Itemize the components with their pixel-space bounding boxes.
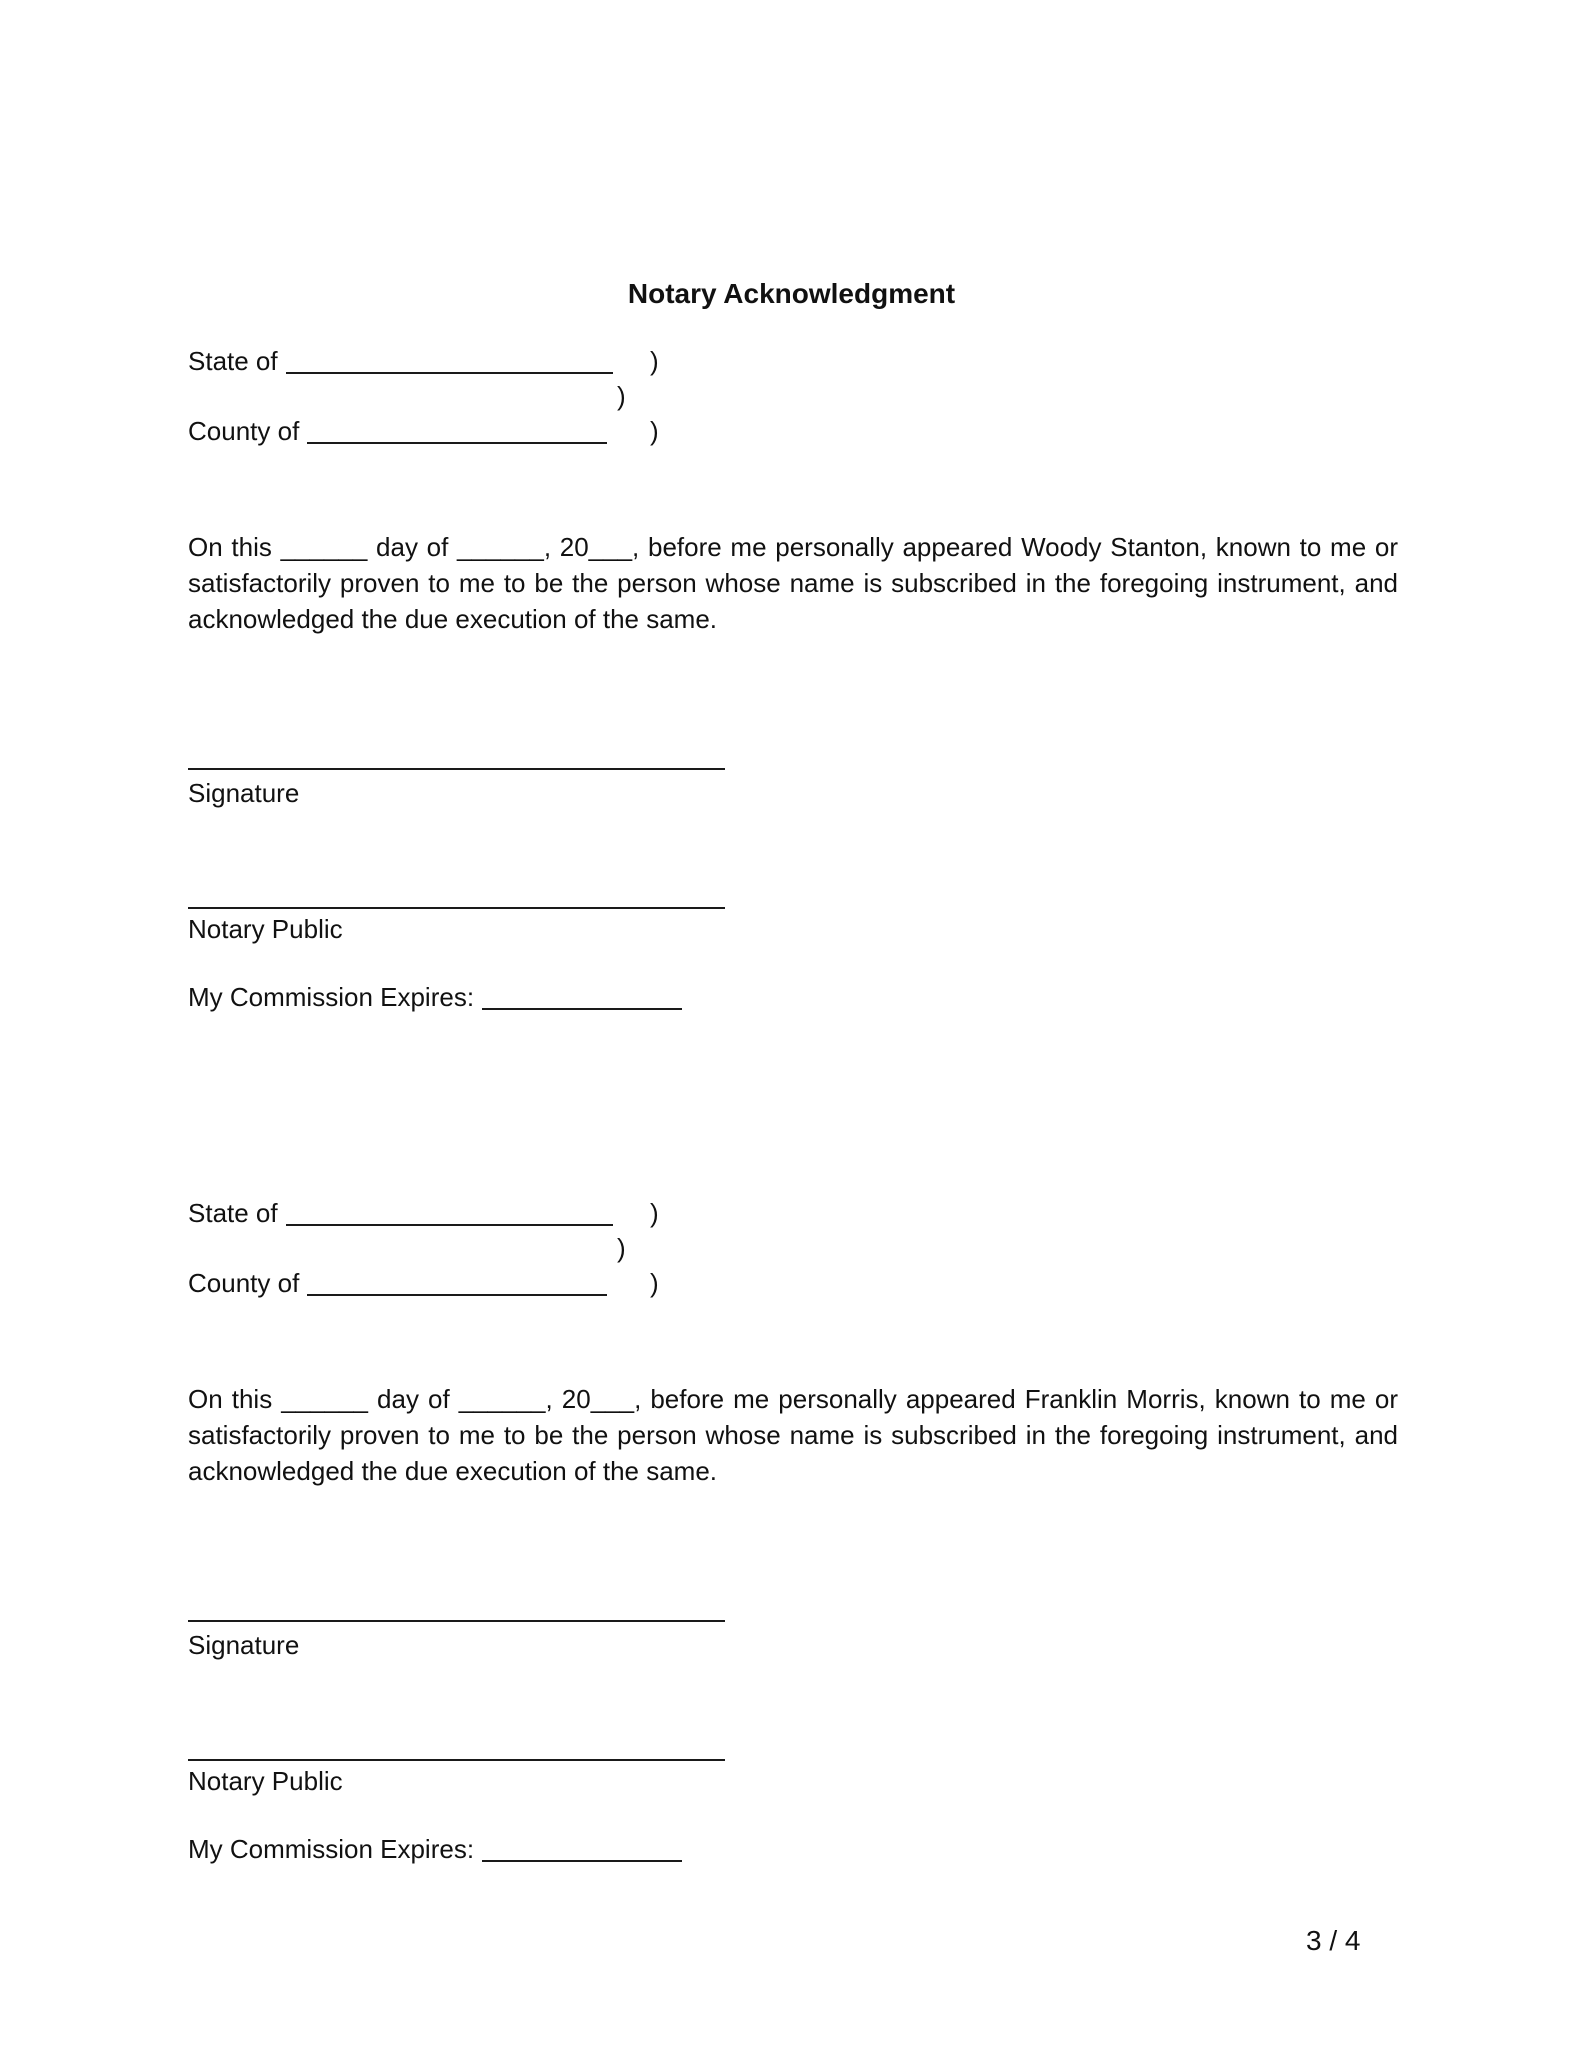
commission-blank-field <box>482 1008 682 1010</box>
county-blank-field <box>307 442 607 444</box>
close-paren: ) <box>650 1268 659 1298</box>
notary-public-line <box>188 907 725 909</box>
acknowledgment-paragraph: On this ______ day of ______, 20___, before me personally appeared Franklin Morris, known to me or satisfactorily proven to me to be the person whose name is subscribed in the foregoing instrument, and acknowledged the due execution of the same. <box>188 1384 1398 1486</box>
county-row <box>188 1266 888 1301</box>
commission-row <box>188 980 682 1014</box>
notary-public-label: Notary Public <box>188 914 343 944</box>
acknowledgment-block-1 <box>188 344 1398 1044</box>
notary-public-line <box>188 1759 725 1761</box>
jurisdiction-block <box>188 1196 888 1301</box>
county-label: County of <box>188 416 300 446</box>
signature-line <box>188 1620 725 1622</box>
state-blank-field <box>286 372 613 374</box>
commission-row <box>188 1832 682 1866</box>
commission-blank-field <box>482 1860 682 1862</box>
close-paren: ) <box>617 1233 626 1263</box>
county-row <box>188 414 888 449</box>
middle-paren-row <box>188 379 888 414</box>
commission-expires-label: My Commission Expires: <box>188 982 475 1012</box>
signature-label: Signature <box>188 778 300 808</box>
jurisdiction-block <box>188 344 888 449</box>
page-number: 3 / 4 <box>1306 1925 1361 1956</box>
document-title: Notary Acknowledgment <box>627 278 956 309</box>
notary-public-label: Notary Public <box>188 1766 343 1796</box>
close-paren: ) <box>650 346 659 376</box>
close-paren: ) <box>650 1198 659 1228</box>
state-row <box>188 1196 888 1231</box>
state-label: State of <box>188 346 278 376</box>
state-blank-field <box>286 1224 613 1226</box>
acknowledgment-paragraph: On this ______ day of ______, 20___, before me personally appeared Woody Stanton, known to me or satisfactorily proven to me to be the person whose name is subscribed in the foregoing instrument, and acknowledged the due execution of the same. <box>188 532 1398 634</box>
county-label: County of <box>188 1268 300 1298</box>
acknowledgment-block-2 <box>188 1196 1398 1896</box>
signature-line <box>188 768 725 770</box>
close-paren: ) <box>617 381 626 411</box>
state-row <box>188 344 888 379</box>
commission-expires-label: My Commission Expires: <box>188 1834 475 1864</box>
middle-paren-row <box>188 1231 888 1266</box>
close-paren: ) <box>650 416 659 446</box>
county-blank-field <box>307 1294 607 1296</box>
signature-label: Signature <box>188 1630 300 1660</box>
state-label: State of <box>188 1198 278 1228</box>
